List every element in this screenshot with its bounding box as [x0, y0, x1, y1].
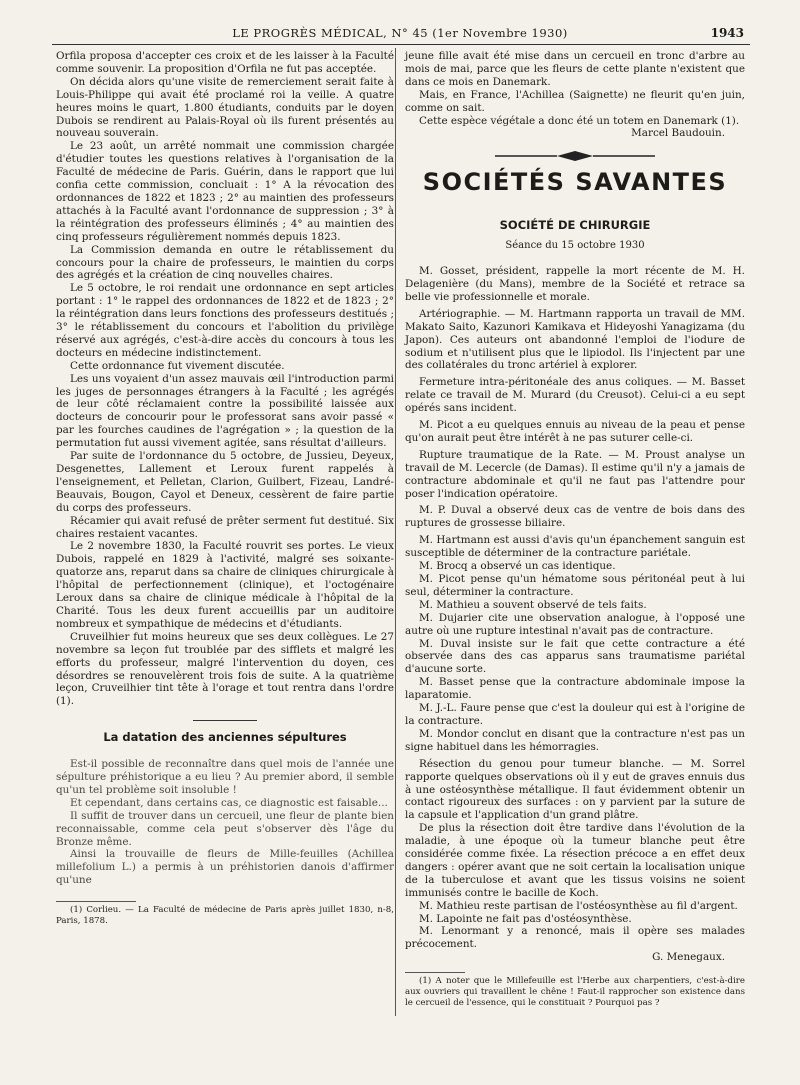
- paragraph: Les uns voyaient d'un assez mauvais œil l'introduction parmi les juges de personnages étrangers à la Faculté ; les agrégés de leur côté réclamaient contre la possibilité laissée aux docteurs de concourir pour le professorat sans avoir passé « par les fourches caudines de l'agrégation » ; la question de la permutation fut aussi vivement agitée, sans résultat d'ailleurs.: [56, 372, 394, 450]
- author-signature: Marcel Baudouin.: [631, 127, 725, 140]
- section-body: [56, 758, 394, 887]
- entry: M. Picot pense qu'un hématome sous péritonéal peut à lui seul, déterminer la contracture.: [405, 573, 745, 598]
- section-heading: SOCIÉTÉS SAVANTES: [422, 168, 728, 197]
- page-number: 1943: [710, 26, 744, 40]
- header-rule: [52, 44, 750, 45]
- paragraph: La Commission demanda en outre le rétablissement du concours pour la chaire de professeurs, le maintien du corps des agrégés et la création de cinq nouvelles chaires.: [56, 243, 394, 282]
- entry: M. Duval insiste sur le fait que cette contracture a été observée dans des cas apparus sans traumatisme pariétal d'aucune sorte.: [405, 637, 745, 676]
- entry: Résection du genou pour tumeur blanche. — M. Sorrel rapporte quelques observations où il y eut de graves ennuis dus à une ostéosynthèse métallique. Il faut évidemment obtenir un contact rigoureux des surfaces : on y parvient par la suture de la capsule et l'application d'un grand plâtre.: [405, 757, 745, 822]
- entry: M. Brocq a observé un cas identique.: [419, 560, 616, 573]
- left-column: [56, 50, 394, 927]
- paragraph: Ainsi la trouvaille de fleurs de Mille-feuilles (Achillea millefolium L.) a permis à un préhistorien danois d'affirmer qu'une: [56, 848, 394, 887]
- paragraph: Le 23 août, un arrêté nommait une commission chargée d'étudier toutes les questions relatives à l'organisation de la Faculté de médecine de Paris. Guérin, dans le rapport que lui confia cette commission, concluait : 1° A la révocation des ordonnances de 1822 et 1823 ; 2° au maintien des professeurs attachés à la Faculté avant l'ordonnance de suppression ; 3° à la réintégration des professeurs éliminés ; 4° au maintien des cinq professeurs régulièrement nommés depuis 1823.: [56, 140, 394, 243]
- paragraph: Cette espèce végétale a donc été un totem en Danemark (1).: [419, 114, 740, 127]
- paragraph: Cruveilhier fut moins heureux que ses deux collègues. Le 27 novembre sa leçon fut troublée par des sifflets et malgré les efforts du professeur, malgré l'intervention du doyen, ces désordres se renouvelèrent trois fois de suite. A la quatrième leçon, Cruveilhier tint tête à l'orage et tout rentra dans l'ordre (1).: [56, 630, 394, 708]
- paragraph: Par suite de l'ordonnance du 5 octobre, de Jussieu, Deyeux, Desgenettes, Lallement et Leroux furent rappelés à l'enseignement, et Pelletan, Clarion, Guilbert, Fizeau, Landré-Beauvais, Bougon, Cayol et Deneux, cessèrent de faire partie du corps des professeurs.: [56, 450, 394, 514]
- journal-title: LE PROGRÈS MÉDICAL, N° 45 (1er Novembre 1930): [232, 26, 568, 40]
- entry: M. Gosset, président, rappelle la mort récente de M. H. Delagenière (du Mans), membre de la Société et retrace sa belle vie professionnelle et morale.: [405, 265, 745, 303]
- paragraph: Orfila proposa d'accepter ces croix et de les laisser à la Faculté comme souvenir. La proposition d'Orfila ne fut pas acceptée.: [56, 50, 394, 75]
- paragraph: Mais, en France, l'Achillea (Saignette) ne fleurit qu'en juin, comme on sait.: [405, 88, 745, 114]
- entry: M. P. Duval a observé deux cas de ventre de bois dans des ruptures de grossesse biliaire.: [405, 504, 745, 530]
- footnote-rule: [405, 972, 465, 973]
- paragraph: Le 5 octobre, le roi rendait une ordonnance en sept articles portant : 1° le rappel des ordonnances de 1822 et de 1823 ; 2° la réintégration dans leurs fonctions des professeurs destitués ; 3° le rétablissement du concours et l'abolition du privilège réservé aux agrégés, c'est-à-dire accès du concours à tous les docteurs en médecine indistinctement.: [56, 282, 394, 359]
- paragraph: jeune fille avait été mise dans un cercueil en tronc d'arbre au mois de mai, parce que les fleurs de cette plante n'existent que dans ce mois en Danemark.: [405, 50, 745, 88]
- footnote: (1) Corlieu. — La Faculté de médecine de Paris après juillet 1830, n-8, Paris, 1878.: [56, 905, 394, 927]
- session-date: Séance du 15 octobre 1930: [505, 240, 645, 252]
- entry: M. Hartmann est aussi d'avis qu'un épanchement sanguin est susceptible de déterminer de la contracture pariétale.: [405, 534, 745, 560]
- entry: M. Lenormant y a renoncé, mais il opère ses malades précocement.: [405, 925, 745, 951]
- paragraph: Cette ordonnance fut vivement discutée.: [70, 359, 285, 372]
- entry: M. Mondor conclut en disant que la contracture n'est pas un signe habituel dans les hémorragies.: [405, 727, 745, 753]
- entry: Rupture traumatique de la Rate. — M. Proust analyse un travail de M. Lecercle (de Damas). Il estime qu'il n'y a jamais de contracture abdominale et qu'il ne faut pas l'attendre pour poser l'indication opératoire.: [405, 448, 745, 500]
- section-rule: [193, 720, 257, 721]
- ornament-rule: [495, 150, 655, 162]
- entry: M. Dujarier cite une observation analogue, à l'opposé une autre où une rupture intestinal n'avait pas de contracture.: [405, 611, 745, 637]
- paragraph: Récamier qui avait refusé de prêter serment fut destitué. Six chaires restaient vacantes.: [56, 514, 394, 540]
- paragraph: On décida alors qu'une visite de remerciement serait faite à Louis-Philippe qui avait été proclamé roi la veille. A quatre heures moins le quart, 1.800 étudiants, conduits par le doyen Dubois se rendirent au Palais-Royal où ils furent présentés au nouveau souverain.: [56, 75, 394, 140]
- entry: M. J.-L. Faure pense que c'est la douleur qui est à l'origine de la contracture.: [405, 702, 745, 727]
- running-header: [0, 26, 800, 46]
- paragraph: Le 2 novembre 1830, la Faculté rouvrit ses portes. Le vieux Dubois, rappelé en 1829 à l'activité, malgré ses soixante-quatorze ans, reparut dans sa chaire de cliniques chirurgicale à l'hôpital de perfectionnement (clinique), et l'octogénaire Leroux dans sa chaire de clinique médicale à l'hôpital de la Charité. Tous les deux furent accueillis par un auditoire nombreux et sympathique de médecins et d'étudiants.: [56, 540, 394, 630]
- entry: Artériographie. — M. Hartmann rapporta un travail de MM. Makato Saito, Kazunori Kamikava et Hideyoshi Yanagizama (du Japon). Ces auteurs ont abandonné l'emploi de l'iodure de sodium et n'utilisent plus que le lipiodol. Ils l'injectent par une des collatérales du tronc artériel à explorer.: [405, 307, 745, 372]
- entry: Fermeture intra-péritonéale des anus coliques. — M. Basset relate ce travail de M. Murard (du Creusot). Celui-ci a eu sept opérés sans incident.: [405, 376, 745, 415]
- entry: M. Mathieu reste partisan de l'ostéosynthèse au fil d'argent.: [419, 899, 738, 912]
- paragraph: Est-il possible de reconnaître dans quel mois de l'année une sépulture préhistorique a eu lieu ? Au premier abord, il semble qu'un tel problème soit insoluble !: [56, 758, 394, 796]
- entry: M. Mathieu a souvent observé de tels faits.: [419, 598, 647, 611]
- society-name: SOCIÉTÉ DE CHIRURGIE: [499, 218, 651, 233]
- footnote: (1) A noter que le Millefeuille est l'Herbe aux charpentiers, c'est-à-dire aux ouvriers qui travaillent le chêne ! Faut-il rapprocher son existence dans le cercueil de l'essence, qui le constituait ? Pourquoi pas ?: [405, 976, 745, 1009]
- entry: De plus la résection doit être tardive dans l'évolution de la maladie, à une époque où la tumeur blanche peut être considérée comme fixée. La résection précoce a en effet deux dangers : opérer avant que ne soit certain la localisation unique de la tuberculose et avant que les tissus voisins ne soient immunisés contre le bacille de Koch.: [405, 822, 745, 899]
- right-column: [405, 50, 745, 1009]
- entry: M. Lapointe ne fait pas d'ostéosynthèse.: [419, 912, 632, 925]
- column-divider: [395, 48, 396, 1016]
- footnote-rule: [56, 901, 136, 902]
- section-title: La datation des anciennes sépultures: [103, 730, 347, 745]
- report-signature: G. Menegaux.: [652, 951, 725, 964]
- paragraph: Et cependant, dans certains cas, ce diagnostic est faisable...: [70, 796, 388, 809]
- entry: M. Picot a eu quelques ennuis au niveau de la peau et pense qu'on aurait peut être intérêt à ne pas suturer celle-ci.: [405, 419, 745, 444]
- entry: M. Basset pense que la contracture abdominale impose la laparatomie.: [405, 676, 745, 702]
- paragraph: Il suffit de trouver dans un cercueil, une fleur de plante bien reconnaissable, comme cela peut s'observer dès l'âge du Bronze même.: [56, 809, 394, 848]
